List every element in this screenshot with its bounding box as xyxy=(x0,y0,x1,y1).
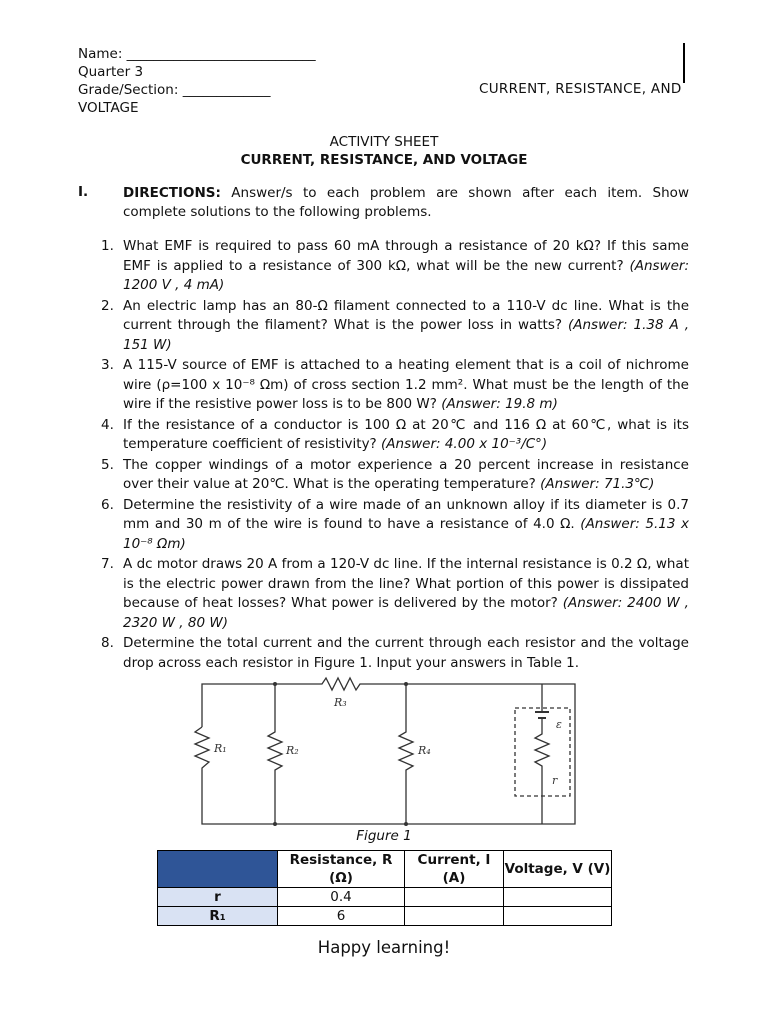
resistance-cell: 0.4 xyxy=(278,888,405,907)
label-r2: R₂ xyxy=(286,744,299,757)
answer-text: (Answer: 19.8 m) xyxy=(441,396,558,412)
row-label: r xyxy=(158,888,278,907)
answer-text: (Answer: 71.3℃) xyxy=(540,476,655,492)
list-item: 2. An electric lamp has an 80-Ω filament connected to a 110-V dc line. What is the current through the filament? What is the power loss in watts? (Answer: 1.38 A , 151 W) xyxy=(101,297,689,353)
answer-text: (Answer: 2400 W , 2320 W , 80 W) xyxy=(123,595,689,631)
voltage-cell[interactable] xyxy=(504,888,612,907)
text-cursor xyxy=(683,43,685,83)
name-field-line: Name: ____________________________ xyxy=(78,46,316,62)
answer-text: (Answer: 5.13 x 10⁻⁸ Ωm) xyxy=(123,516,690,552)
label-r1: R₁ xyxy=(214,742,227,755)
table-header-cell: Voltage, V (V) xyxy=(504,851,612,888)
directions-label: DIRECTIONS: xyxy=(123,185,221,201)
closing-message: Happy learning! xyxy=(317,938,451,957)
directions xyxy=(123,184,689,222)
label-internal-r: r xyxy=(552,774,558,787)
quarter-label: Quarter 3 xyxy=(78,64,144,80)
sheet-subtitle: CURRENT, RESISTANCE, AND VOLTAGE xyxy=(240,152,528,168)
directions-text: Answer/s to each problem are shown after each item. Show complete solutions to the following problems. xyxy=(123,185,689,220)
topic-header: CURRENT, RESISTANCE, AND xyxy=(479,81,682,97)
table-header-cell: Current, I (A) xyxy=(405,851,504,888)
table-header-row xyxy=(158,851,612,888)
answer-text: (Answer: 1.38 A , 151 W) xyxy=(123,317,689,353)
table-header-cell: Resistance, R (Ω) xyxy=(278,851,405,888)
answer-text: (Answer: 1200 V , 4 mA) xyxy=(123,257,689,293)
label-r3: R₃ xyxy=(334,696,347,709)
problem-list xyxy=(101,237,690,674)
sheet-title: ACTIVITY SHEET xyxy=(329,134,439,150)
answer-text: (Answer: 4.00 x 10⁻³/C°) xyxy=(381,436,548,452)
voltage-cell[interactable] xyxy=(504,907,612,926)
list-item: 1. What EMF is required to pass 60 mA through a resistance of 20 kΩ? If this same EMF is applied to a resistance of 300 kΩ, what will be the new current? (Answer: 1200 V , 4 mA) xyxy=(101,238,689,293)
resistance-cell: 6 xyxy=(278,907,405,926)
row-label: R₁ xyxy=(158,907,278,926)
current-cell[interactable] xyxy=(405,888,504,907)
topic-header-wrap: VOLTAGE xyxy=(78,100,139,116)
section-number: I. xyxy=(78,184,89,200)
list-item: 3. A 115-V source of EMF is attached to a heating element that is a coil of nichrome wire (ρ=100 x 10⁻⁸ Ωm) of cross section 1.2 mm². What must be the length of the wire if the resistive power loss is to be 800 W? (Answer: 19.8 m) xyxy=(101,357,689,412)
grade-section-line: Grade/Section: _____________ xyxy=(78,82,271,98)
table-row xyxy=(158,907,612,926)
list-item: 4. If the resistance of a conductor is 100 Ω at 20℃ and 116 Ω at 60℃, what is its temperature coefficient of resistivity? (Answer: 4.00 x 10⁻³/C°) xyxy=(101,416,689,452)
table-row xyxy=(158,888,612,907)
list-item: 6. Determine the resistivity of a wire made of an unknown alloy if its diameter is 0.7 mm and 30 m of the wire is found to have a resistance of 4.0 Ω. (Answer: 5.13 x 10⁻⁸ Ωm) xyxy=(101,496,690,552)
table-header-cell xyxy=(158,851,278,888)
list-item: 7. A dc motor draws 20 A from a 120-V dc line. If the internal resistance is 0.2 Ω, what is the electric power drawn from the line? What portion of this power is dissipated because of heat losses? What power is delivered by the motor? (Answer: 2400 W , 2320 W , 80 W) xyxy=(101,556,689,631)
current-cell[interactable] xyxy=(405,907,504,926)
label-emf: ε xyxy=(556,718,562,731)
label-r4: R₄ xyxy=(418,744,431,757)
list-item: 5. The copper windings of a motor experience a 20 percent increase in resistance over their value at 20℃. What is the operating temperature? (Answer: 71.3℃) xyxy=(101,456,689,492)
figure-caption: Figure 1 xyxy=(356,828,412,844)
results-table xyxy=(157,850,612,926)
list-item: 8. Determine the total current and the current through each resistor and the voltage drop across each resistor in Figure 1. Input your answers in Table 1. xyxy=(101,635,689,671)
circuit-diagram xyxy=(190,672,590,830)
